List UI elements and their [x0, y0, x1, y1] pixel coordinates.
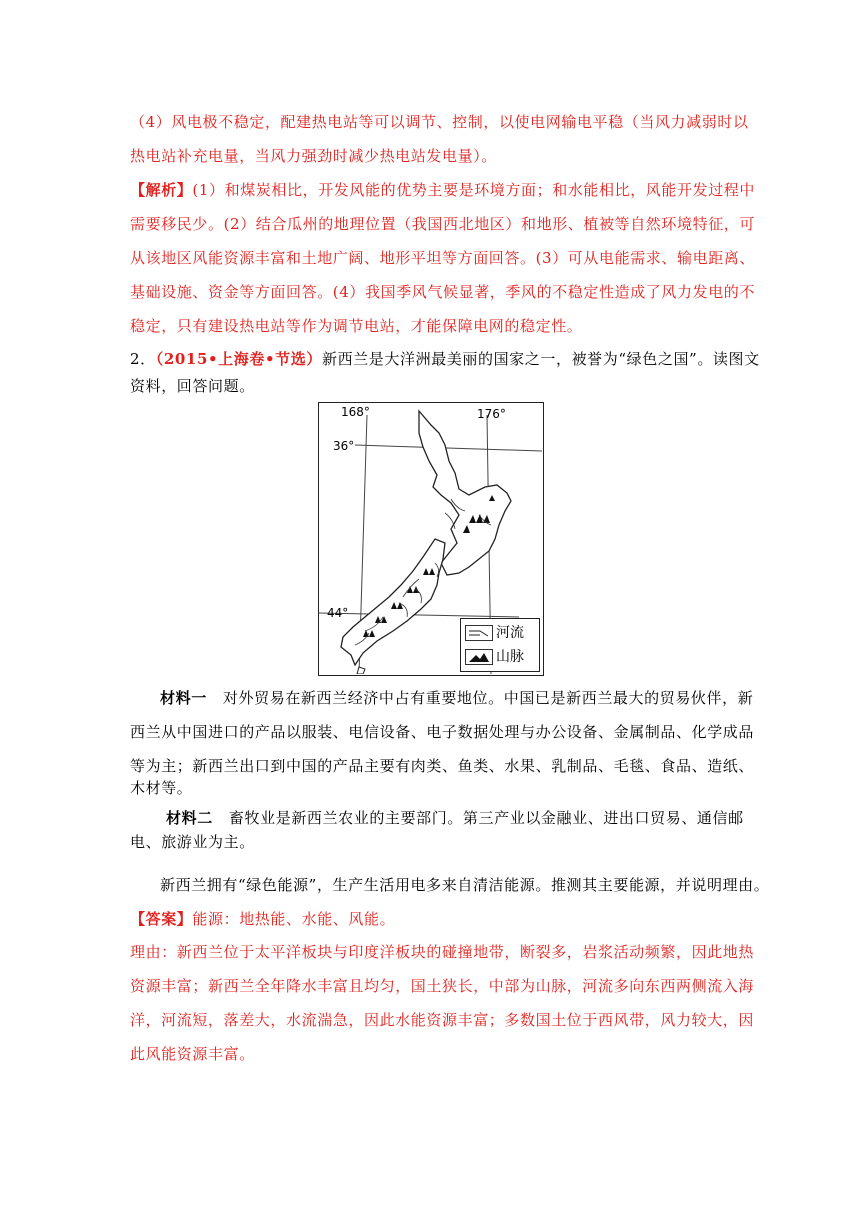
legend-mountain-label: 山脉	[496, 649, 524, 665]
analysis-tag: 【解析】	[130, 181, 193, 199]
material1-line4: 木材等。	[130, 779, 193, 797]
analysis-line4: 基础设施、资金等方面回答。(4）我国季风气候显著，季风的不稳定性造成了风力发电的不	[130, 283, 755, 301]
material2-text1: 畜牧业是新西兰农业的主要部门。第三产业以金融业、进出口贸易、通信邮	[228, 809, 744, 827]
analysis-line3: 从该地区风能资源丰富和土地广阔、地形平坦等方面回答。(3）可从电能需求、输电距离、	[130, 249, 755, 267]
material2-line2: 电、旅游业为主。	[130, 833, 255, 851]
map-legend	[460, 618, 540, 672]
legend-mountain	[465, 647, 524, 667]
lat-label-44: 44°	[327, 606, 349, 620]
lon-label-168: 168°	[341, 405, 370, 419]
legend-river	[465, 623, 524, 643]
lat-label-36: 36°	[333, 439, 355, 453]
question2-line2: 资料，回答问题。	[130, 377, 255, 395]
mountain-icon	[465, 649, 493, 665]
answer-reason-line4: 此风能资源丰富。	[130, 1045, 255, 1063]
question2-line1	[130, 349, 760, 369]
parallel-36	[355, 445, 542, 451]
part4-answer-line1: （4）风电极不稳定，配建热电站等可以调节、控制，以使电网输电平稳（当风力减弱时以	[130, 113, 749, 131]
answer-line1	[130, 909, 740, 929]
stewart-island	[357, 667, 365, 674]
material1-line1	[160, 688, 754, 708]
south-island	[341, 539, 445, 665]
part4-answer-line2: 热电站补充电量，当风力强劲时减少热电站发电量）。	[130, 147, 497, 165]
question-text1: 新西兰是大洋洲最美丽的国家之一，被誉为“绿色之国”。读图文	[321, 350, 760, 368]
material1-text1: 对外贸易在新西兰经济中占有重要地位。中国已是新西兰最大的贸易伙伴，新	[222, 689, 754, 707]
answer-reason-line3: 洋，河流短，落差大，水流湍急，因此水能资源丰富；多数国土位于西风带，风力较大，因	[130, 1011, 755, 1029]
question-source: （2015•上海卷•节选）	[155, 350, 322, 368]
analysis-text1: (1）和煤炭相比，开发风能的优势主要是环境方面；和水能相比，风能开发过程中	[192, 181, 756, 199]
analysis-line1	[130, 180, 756, 200]
answer-reason-line1: 理由：新西兰位于太平洋板块与印度洋板块的碰撞地带，断裂多，岩浆活动频繁，因此地热	[130, 943, 755, 961]
material2-label: 材料二	[166, 809, 213, 827]
analysis-line2: 需要移民少。(2）结合瓜州的地理位置（我国西北地区）和地形、植被等自然环境特征，可	[130, 215, 755, 233]
material1-line2: 西兰从中国进口的产品以服装、电信设备、电子数据处理与办公设备、金属制品、化学成品	[130, 723, 755, 741]
parallel-44	[319, 613, 519, 617]
analysis-line5: 稳定，只有建设热电站等作为调节电站，才能保障电网的稳定性。	[130, 317, 583, 335]
legend-river-label: 河流	[496, 625, 524, 641]
material1-label: 材料一	[160, 689, 207, 707]
question-prompt: 新西兰拥有“绿色能源”，生产生活用电多来自清洁能源。推测其主要能源，并说明理由。	[160, 876, 770, 894]
material1-line3: 等为主；新西兰出口到中国的产品主要有肉类、鱼类、水果、乳制品、毛毯、食品、造纸、	[130, 757, 755, 775]
answer-tag: 【答案】	[130, 910, 193, 928]
material2-line1	[166, 808, 744, 828]
lon-label-176: 176°	[477, 407, 506, 421]
question-number: 2．	[130, 350, 156, 368]
answer-energy: 能源：地热能、水能、风能。	[192, 910, 396, 928]
new-zealand-map	[318, 402, 544, 676]
answer-reason-line2: 资源丰富；新西兰全年降水丰富且均匀，国土狭长，中部为山脉，河流多向东西两侧流入海	[130, 977, 755, 995]
river-icon	[465, 625, 493, 641]
